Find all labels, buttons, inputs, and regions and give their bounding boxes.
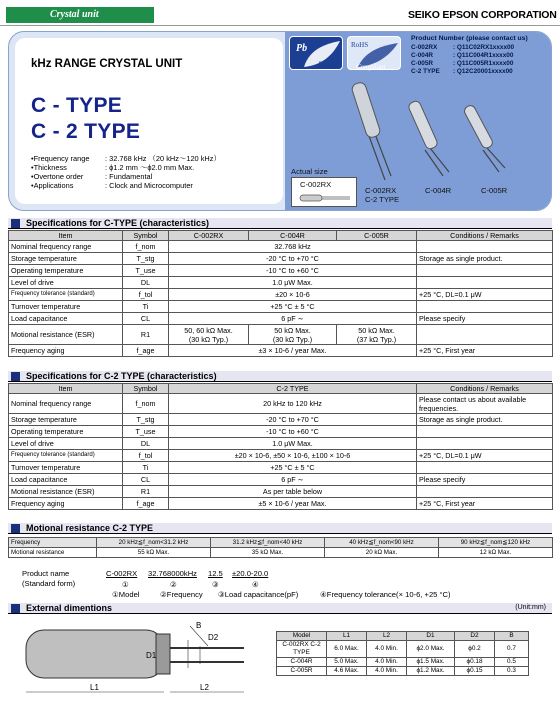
table-row: Load capacitance CL 6 pF ∼ Please specify bbox=[9, 474, 553, 486]
company-name: SEIKO EPSON CORPORATION bbox=[408, 9, 557, 21]
feature-row: •Thickness : ϕ1.2 mm ～ϕ2.0 mm Max. bbox=[31, 163, 195, 173]
code-part: ±20.0-20.0 bbox=[232, 569, 269, 578]
legend-item: ①Model bbox=[112, 590, 140, 599]
table-header-row: Model L1 L2 D1 D2 B bbox=[277, 632, 529, 641]
section-title: External dimentions bbox=[26, 603, 113, 613]
code-part: 32.768000kHz bbox=[148, 569, 197, 578]
legend-item: ②Frequency bbox=[160, 590, 203, 599]
rohs-leaf-icon bbox=[348, 37, 402, 71]
feature-row: •Frequency range : 32.768 kHz （20 kHz～120 kHz） bbox=[31, 154, 221, 163]
code-index: ② bbox=[170, 580, 177, 589]
bullet-square-icon bbox=[11, 604, 20, 613]
section-title: Specifications for C-TYPE (characteristics) bbox=[26, 218, 210, 228]
top-bar bbox=[0, 0, 560, 34]
spec-table-c2-type bbox=[8, 383, 553, 510]
table-row: C-004R 5.0 Max. 4.0 Min. ϕ1.5 Max. ϕ0.18 0.5 bbox=[277, 658, 529, 667]
code-index: ④ bbox=[252, 580, 259, 589]
table-row: C-002RX C-2 TYPE 6.0 Max. 4.0 Min. ϕ2.0 Max. ϕ0.2 0.7 bbox=[277, 641, 529, 658]
table-row: Nominal frequency range f_nom 32.768 kHz bbox=[9, 241, 553, 253]
table-row: Frequency 20 kHz≦f_nom<31.2 kHz 31.2 kHz≦f_nom<40 kHz 40 kHz≦f_nom<90 kHz 90 kHz≦f_nom≦120 kHz bbox=[9, 538, 553, 548]
standard-form-label: (Standard form) bbox=[22, 579, 76, 588]
table-row: Storage temperature T_stg -20 °C to +70 °C Storage as single product. bbox=[9, 414, 553, 426]
pb-free-badge bbox=[289, 36, 343, 70]
legend-item: ④Frequency tolerance(× 10-6, +25 °C) bbox=[320, 590, 451, 599]
code-index: ① bbox=[122, 580, 129, 589]
unit-label: (Unit:mm) bbox=[515, 604, 546, 611]
table-row: C-005R 4.6 Max. 4.0 Min. ϕ1.2 Max. ϕ0.15 0.3 bbox=[277, 667, 529, 676]
svg-text:Compliant: Compliant bbox=[356, 63, 386, 71]
legend-item: ③Load capacitance(pF) bbox=[218, 590, 299, 599]
product-number-row: C-004R : Q11C004R1xxxx00 bbox=[411, 52, 514, 59]
category-tab: Crystal unit bbox=[6, 7, 154, 23]
actual-size-label: Actual size bbox=[291, 167, 328, 176]
actual-size-model: C-002RX bbox=[300, 180, 332, 189]
table-row: Motional resistance (ESR) R1 50, 60 kΩ Max. (30 kΩ Typ.) 50 kΩ Max. (30 kΩ Typ.) 50 kΩ Max. (37 kΩ Typ.) bbox=[9, 325, 553, 345]
table-row: Frequency tolerance (standard) f_tol ±20 × 10-6, ±50 × 10-6, ±100 × 10-6 +25 °C, DL=0.1 μW bbox=[9, 450, 553, 462]
product-name-label: Product name bbox=[22, 569, 70, 578]
crystal-photo bbox=[345, 72, 545, 182]
table-row: Storage temperature T_stg -20 °C to +70 °C Storage as single product. bbox=[9, 253, 553, 265]
section-header bbox=[8, 523, 552, 534]
svg-text:B: B bbox=[196, 621, 202, 630]
svg-text:RoHS: RoHS bbox=[351, 41, 369, 49]
table-row: Turnover temperature Ti +25 °C ± 5 °C bbox=[9, 301, 553, 313]
table-row: Load capacitance CL 6 pF ∼ Please specify bbox=[9, 313, 553, 325]
table-row: Operating temperature T_use -10 °C to +60 °C bbox=[9, 265, 553, 277]
table-row: Level of drive DL 1.0 μW Max. bbox=[9, 277, 553, 289]
table-row: Operating temperature T_use -10 °C to +60 °C bbox=[9, 426, 553, 438]
section-header bbox=[8, 371, 552, 382]
feature-row: •Applications : Clock and Microcomputer bbox=[31, 181, 193, 191]
svg-text:L2: L2 bbox=[200, 683, 209, 692]
svg-text:D2: D2 bbox=[208, 633, 219, 642]
hero-image-panel bbox=[285, 32, 552, 211]
section-header bbox=[8, 218, 552, 229]
svg-text:Free: Free bbox=[318, 60, 333, 69]
product-kicker: kHz RANGE CRYSTAL UNIT bbox=[31, 58, 183, 70]
section-title: Motional resistance C-2 TYPE bbox=[26, 523, 154, 533]
table-row: Nominal frequency range f_nom 20 kHz to 120 kHz Please contact us about available frequencies. bbox=[9, 394, 553, 414]
table-row: Motional resistance 55 kΩ Max. 35 kΩ Max. 20 kΩ Max. 12 kΩ Max. bbox=[9, 548, 553, 558]
photo-label: C-005R bbox=[481, 186, 508, 195]
bullet-square-icon bbox=[11, 219, 20, 228]
actual-size-box bbox=[291, 177, 357, 207]
feature-row: •Overtone order : Fundamental bbox=[31, 172, 153, 182]
table-row: Frequency tolerance (standard) f_tol ±20 × 10-6 +25 °C, DL=0.1 μW bbox=[9, 289, 553, 301]
table-header-row: Item Symbol C-2 TYPE Conditions / Remarks bbox=[9, 384, 553, 394]
photo-label: C-002RX bbox=[365, 186, 397, 195]
bullet-square-icon bbox=[11, 524, 20, 533]
photo-label: C-004R bbox=[425, 186, 452, 195]
table-row: Frequency aging f_age ±5 × 10-6 / year Max. +25 °C, First year bbox=[9, 498, 553, 510]
dimension-table bbox=[276, 631, 529, 676]
section-title: Specifications for C-2 TYPE (characteristics) bbox=[26, 371, 217, 381]
leaf-icon bbox=[290, 37, 344, 71]
code-part: C-002RX bbox=[106, 569, 138, 578]
photo-label: C-2 TYPE bbox=[365, 195, 400, 204]
table-row: Frequency aging f_age ±3 × 10-6 / year Max. +25 °C, First year bbox=[9, 345, 553, 357]
hero-panel bbox=[8, 31, 552, 211]
product-number-row: C-002RX : Q11C02RX1xxxx00 bbox=[411, 44, 515, 51]
title-c2-type: C - 2 TYPE bbox=[31, 120, 141, 143]
rohs-badge bbox=[347, 36, 401, 70]
bullet-square-icon bbox=[11, 372, 20, 381]
svg-text:L1: L1 bbox=[90, 683, 99, 692]
code-part: 12.5 bbox=[208, 569, 223, 578]
actual-size-crystal bbox=[298, 192, 354, 204]
feature-list bbox=[31, 154, 221, 190]
table-header-row: Item Symbol C-002RX C-004R C-005R Conditions / Remarks bbox=[9, 231, 553, 241]
product-number-row: C-2 TYPE : Q12C20001xxxx00 bbox=[411, 68, 513, 75]
table-row: Motional resistance (ESR) R1 As per table below bbox=[9, 486, 553, 498]
product-number-title: Product Number (please contact us) bbox=[411, 35, 528, 42]
svg-text:Pb: Pb bbox=[296, 43, 308, 54]
divider bbox=[0, 25, 560, 26]
table-row: Turnover temperature Ti +25 °C ± 5 °C bbox=[9, 462, 553, 474]
code-index: ③ bbox=[212, 580, 219, 589]
title-c-type: C - TYPE bbox=[31, 94, 123, 117]
spec-table-c-type bbox=[8, 230, 553, 357]
table-row: Level of drive DL 1.0 μW Max. bbox=[9, 438, 553, 450]
product-number-row: C-005R : Q11C005R1xxxx00 bbox=[411, 60, 514, 67]
dimension-drawing bbox=[18, 618, 258, 704]
section-header bbox=[8, 603, 552, 614]
motional-resistance-table bbox=[8, 537, 553, 558]
svg-text:D1: D1 bbox=[146, 651, 157, 660]
hero-text-panel bbox=[15, 38, 283, 204]
